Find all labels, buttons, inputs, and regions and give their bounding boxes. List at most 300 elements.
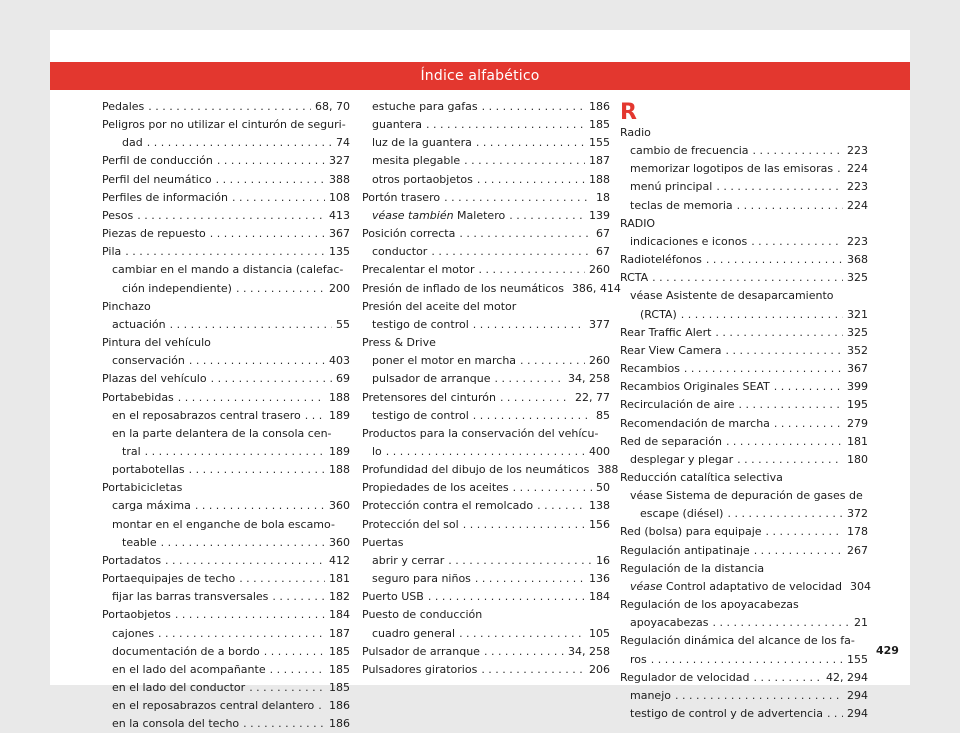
entry-term-text: testigo de control <box>372 408 469 422</box>
entry-page: 187 <box>329 626 350 640</box>
dot-leader <box>189 461 325 479</box>
index-entry <box>362 588 610 606</box>
entry-page: 21 <box>854 616 868 630</box>
entry-page: 223 <box>847 234 868 248</box>
index-entry <box>362 389 610 407</box>
entry-term <box>372 243 427 261</box>
dot-leader <box>386 443 585 461</box>
index-entry: cambiar en el mando a distancia (calefac- <box>112 263 344 277</box>
index-entry <box>620 324 868 342</box>
entry-term <box>102 570 235 588</box>
entry-term <box>102 370 207 388</box>
index-entry: Peligros por no utilizar el cinturón de seguri- <box>102 118 346 132</box>
entry-page: 360 <box>329 499 350 513</box>
entry-term <box>122 443 141 461</box>
dot-leader <box>837 160 843 178</box>
entry-term <box>372 116 422 134</box>
dot-leader <box>318 697 325 715</box>
entry-term-text: seguro para niños <box>372 572 471 586</box>
dot-leader <box>651 651 843 669</box>
dot-leader <box>431 243 592 261</box>
entry-term <box>102 606 171 624</box>
entry-term-text: memorizar logotipos de las emisoras <box>630 162 834 176</box>
entry-term-text: carga máxima <box>112 499 191 513</box>
index-entry: Radio <box>620 126 651 139</box>
entry-page: 304 <box>850 579 872 593</box>
entry-page: 224 <box>847 162 868 176</box>
entry-page: 200 <box>329 281 350 295</box>
entry-term <box>630 687 671 705</box>
entry-term-text: Pila <box>102 245 122 259</box>
index-entry <box>102 570 350 588</box>
index-entry <box>362 461 619 479</box>
entry-term-text: en el reposabrazos central delantero <box>112 699 315 713</box>
dot-leader <box>189 352 325 370</box>
index-column-3-entries <box>620 124 872 723</box>
dot-leader <box>211 370 332 388</box>
index-entry <box>372 352 610 370</box>
entry-term <box>372 207 505 225</box>
entry-page: 34, 258 <box>568 372 610 386</box>
dot-leader <box>158 625 325 643</box>
index-entry <box>372 98 610 116</box>
entry-page: 186 <box>329 699 350 713</box>
entry-term <box>122 534 157 552</box>
dot-leader <box>725 342 843 360</box>
entry-term <box>102 225 206 243</box>
entry-term-text: Portón trasero <box>362 190 441 204</box>
entry-term <box>630 451 733 469</box>
entry-page: 139 <box>589 208 610 222</box>
entry-term <box>102 243 121 261</box>
entry-page: 412 <box>329 553 350 567</box>
index-entry <box>112 643 350 661</box>
dot-leader <box>165 552 325 570</box>
entry-page: 187 <box>589 154 610 168</box>
dot-leader <box>216 171 325 189</box>
index-entry <box>102 370 350 388</box>
entry-page: 325 <box>847 271 868 285</box>
entry-term <box>112 679 245 697</box>
entry-term-text: mesita plegable <box>372 154 461 168</box>
entry-term-text: teable <box>122 535 157 549</box>
entry-term-text: testigo de control <box>372 317 469 331</box>
dot-leader <box>137 207 325 225</box>
entry-page: 372 <box>847 507 868 521</box>
dot-leader <box>754 669 822 687</box>
index-entry <box>372 625 610 643</box>
page-title: Índice alfabético <box>50 62 910 90</box>
entry-term <box>630 578 842 596</box>
entry-term-text: portabotellas <box>112 463 185 477</box>
entry-term <box>122 280 232 298</box>
entry-page: 22, 77 <box>575 390 610 404</box>
index-entry <box>620 396 868 414</box>
entry-term <box>620 360 680 378</box>
dot-leader <box>739 396 843 414</box>
index-entry <box>620 542 868 560</box>
entry-page: 85 <box>596 408 610 422</box>
dot-leader <box>473 316 585 334</box>
entry-term <box>372 352 516 370</box>
index-entry <box>122 443 350 461</box>
entry-term-text: poner el motor en marcha <box>372 354 517 368</box>
entry-term <box>122 134 143 152</box>
entry-term-text: escape (diésel) <box>640 507 724 521</box>
entry-page: 69 <box>336 372 350 386</box>
entry-term <box>102 189 228 207</box>
entry-page: 189 <box>329 408 350 422</box>
entry-term <box>112 316 166 334</box>
dot-leader <box>675 687 843 705</box>
index-entry <box>630 178 868 196</box>
entry-page: 50 <box>596 481 610 495</box>
entry-page: 136 <box>589 572 610 586</box>
dot-leader <box>195 497 325 515</box>
index-entry <box>362 225 610 243</box>
index-entry <box>112 316 350 334</box>
index-entry <box>362 479 610 497</box>
dot-leader <box>444 189 592 207</box>
entry-term <box>362 225 455 243</box>
entry-term <box>112 715 239 733</box>
entry-term <box>640 505 723 523</box>
index-entry: Reducción catalítica selectiva <box>620 470 783 484</box>
entry-term <box>372 316 469 334</box>
index-entry: en la parte delantera de la consola cen- <box>112 426 332 440</box>
entry-term-text: Portadatos <box>102 553 162 567</box>
entry-page: 294 <box>847 707 868 720</box>
entry-term-text: Perfil del neumático <box>102 172 212 186</box>
dot-leader <box>264 643 325 661</box>
entry-page: 181 <box>329 572 350 586</box>
dot-leader <box>500 389 571 407</box>
entry-term-text: Recirculación de aire <box>620 398 735 412</box>
index-column-3 <box>620 98 872 723</box>
entry-term <box>112 625 154 643</box>
index-entry <box>620 342 868 360</box>
entry-page: 42, 294 <box>826 670 868 684</box>
entry-term <box>620 415 770 433</box>
dot-leader <box>239 570 325 588</box>
entry-page: 386, 414 <box>571 281 621 295</box>
entry-page: 188 <box>329 463 350 477</box>
index-entry <box>372 552 610 570</box>
entry-page: 399 <box>847 380 868 394</box>
entry-term-text: testigo de control y de advertencia <box>630 707 823 720</box>
dot-leader <box>459 625 585 643</box>
entry-page: 185 <box>329 644 350 658</box>
dot-leader <box>243 715 325 733</box>
entry-term-text: Red (bolsa) para equipaje <box>620 525 762 539</box>
dot-leader <box>513 479 592 497</box>
entry-term <box>630 614 709 632</box>
entry-term-text: conductor <box>372 245 428 259</box>
entry-term-text: luz de la guantera <box>372 136 472 150</box>
index-entry <box>112 661 350 679</box>
index-entry <box>372 316 610 334</box>
entry-term-text: Regulación antipatinaje <box>620 543 750 557</box>
entry-term <box>362 280 564 298</box>
entry-term <box>620 378 770 396</box>
entry-term-text: Portaobjetos <box>102 608 171 622</box>
entry-page: 260 <box>589 354 610 368</box>
index-entry: Regulación de la distancia <box>620 561 765 575</box>
entry-page: 223 <box>847 144 868 158</box>
entry-page: 325 <box>847 325 868 339</box>
entry-term-text: Control adaptativo de velocidad <box>662 579 843 593</box>
entry-term-text: ros <box>630 652 647 666</box>
entry-term-text: otros portaobjetos <box>372 172 473 186</box>
entry-term-text: documentación de a bordo <box>112 644 260 658</box>
entry-term <box>112 661 266 679</box>
entry-see-also: véase <box>630 579 663 593</box>
entry-page: 360 <box>329 535 350 549</box>
dot-leader <box>145 443 325 461</box>
entry-term <box>112 407 301 425</box>
dot-leader <box>495 370 565 388</box>
index-entry <box>640 505 868 523</box>
entry-page: 155 <box>847 652 868 666</box>
entry-page: 327 <box>329 154 350 168</box>
entry-term <box>640 306 677 324</box>
dot-leader <box>463 516 585 534</box>
entry-term <box>620 542 750 560</box>
entry-page: 260 <box>589 263 610 277</box>
dot-leader <box>484 643 564 661</box>
entry-term <box>102 552 161 570</box>
index-entry <box>362 189 610 207</box>
dot-leader <box>464 152 585 170</box>
index-entry: montar en el enganche de bola escamo- <box>112 517 335 531</box>
dot-leader <box>716 178 843 196</box>
entry-term <box>112 588 268 606</box>
entry-term-text: pulsador de arranque <box>372 372 491 386</box>
dot-leader <box>217 152 325 170</box>
entry-page: 400 <box>589 444 610 458</box>
entry-term <box>372 171 473 189</box>
entry-page: 224 <box>847 198 868 212</box>
index-entry <box>362 516 610 534</box>
dot-leader <box>148 98 311 116</box>
entry-term-text: cambio de frecuencia <box>630 144 749 158</box>
entry-page: 188 <box>589 172 610 186</box>
entry-term-text: indicaciones e iconos <box>630 234 748 248</box>
entry-page: 185 <box>329 662 350 676</box>
dot-leader <box>509 207 585 225</box>
dot-leader <box>236 280 325 298</box>
entry-term-text: Rear Traffic Alert <box>620 325 712 339</box>
entry-term-text: Presión de inflado de los neumáticos <box>362 281 564 295</box>
entry-see-also: véase también <box>372 208 454 222</box>
entry-term-text: (RCTA) <box>640 307 677 321</box>
entry-term-text: Perfiles de información <box>102 190 228 204</box>
entry-term <box>112 352 185 370</box>
index-entry <box>122 134 350 152</box>
dot-leader <box>175 606 325 624</box>
entry-page: 294 <box>847 688 868 702</box>
index-entry <box>640 306 868 324</box>
entry-term <box>362 643 480 661</box>
entry-page: 367 <box>329 227 350 241</box>
dot-leader <box>727 505 843 523</box>
entry-term <box>620 342 721 360</box>
index-entry <box>372 171 610 189</box>
entry-term <box>362 479 509 497</box>
dot-leader <box>481 661 585 679</box>
index-entry: RADIO <box>620 216 656 230</box>
index-entry <box>362 261 610 279</box>
entry-term-text: desplegar y plegar <box>630 452 734 466</box>
entry-term <box>362 261 474 279</box>
dot-leader <box>476 134 585 152</box>
entry-term-text: fijar las barras transversales <box>112 590 269 604</box>
index-entry: Press & Drive <box>362 336 436 350</box>
index-entry <box>372 134 610 152</box>
entry-page: 195 <box>847 398 868 412</box>
entry-term <box>102 389 174 407</box>
entry-page: 16 <box>596 553 610 567</box>
dot-leader <box>459 225 592 243</box>
index-entry <box>112 679 350 697</box>
entry-term <box>630 233 747 251</box>
dot-leader <box>737 451 843 469</box>
dot-leader <box>170 316 332 334</box>
index-entry <box>112 407 350 425</box>
dot-leader <box>715 324 843 342</box>
entry-term-text: Pedales <box>102 100 145 113</box>
dot-leader <box>520 352 585 370</box>
index-entry <box>620 269 868 287</box>
entry-term <box>372 152 460 170</box>
index-entry <box>112 352 350 370</box>
index-entry: Pintura del vehículo <box>102 336 211 350</box>
section-letter: R <box>620 100 637 125</box>
entry-term <box>630 160 833 178</box>
entry-term <box>362 661 477 679</box>
entry-term-text: Protección contra el remolcado <box>362 499 534 513</box>
entry-term <box>372 98 478 116</box>
entry-page: 367 <box>847 362 868 376</box>
entry-term-text: abrir y cerrar <box>372 553 445 567</box>
entry-term <box>630 178 712 196</box>
index-entry: Productos para la conservación del vehícu- <box>362 426 599 440</box>
entry-page: 180 <box>847 452 868 466</box>
index-entry: Puesto de conducción <box>362 608 483 622</box>
entry-page: 67 <box>596 245 610 259</box>
entry-term <box>630 197 733 215</box>
index-entry: Regulación de los apoyacabezas <box>620 598 799 612</box>
entry-term-text: cuadro general <box>372 626 456 640</box>
index-entry <box>122 534 350 552</box>
entry-term-text: Profundidad del dibujo de los neumáticos <box>362 463 590 477</box>
dot-leader <box>726 433 843 451</box>
index-entry <box>620 360 868 378</box>
entry-term-text: Red de separación <box>620 434 722 448</box>
entry-page: 185 <box>589 118 610 132</box>
index-column-2 <box>362 98 621 679</box>
entry-term <box>630 142 749 160</box>
index-entry <box>630 687 868 705</box>
entry-page: 178 <box>847 525 868 539</box>
entry-page: 188 <box>329 390 350 404</box>
entry-page: 413 <box>329 208 350 222</box>
entry-term-text: en el lado del conductor <box>112 681 246 694</box>
entry-term <box>102 171 212 189</box>
index-entry <box>630 160 868 178</box>
index-entry <box>362 280 621 298</box>
index-entry <box>620 251 868 269</box>
entry-term-text: guantera <box>372 118 423 132</box>
index-entry <box>630 142 868 160</box>
entry-term <box>102 152 213 170</box>
entry-term-text: tral <box>122 444 141 458</box>
entry-term-text: Portaequipajes de techo <box>102 572 236 586</box>
index-entry: véase Sistema de depuración de gases de <box>630 489 863 503</box>
dot-leader <box>477 171 585 189</box>
entry-term-text: apoyacabezas <box>630 616 709 630</box>
index-entry <box>372 407 610 425</box>
index-entry <box>112 588 350 606</box>
index-entry <box>362 497 610 515</box>
entry-page: 189 <box>329 444 350 458</box>
page-number: 429 <box>876 644 899 657</box>
entry-term-text: RCTA <box>620 271 649 285</box>
entry-page: 138 <box>589 499 610 513</box>
entry-page: 182 <box>329 590 350 604</box>
index-entry <box>102 171 350 189</box>
entry-page: 105 <box>589 626 610 640</box>
entry-term-text: Piezas de repuesto <box>102 227 206 241</box>
index-entry <box>102 389 350 407</box>
index-entry <box>102 552 350 570</box>
index-entry <box>102 243 350 261</box>
entry-term <box>372 570 471 588</box>
entry-page: 186 <box>329 717 350 731</box>
dot-leader <box>774 378 843 396</box>
index-entry <box>112 715 350 733</box>
index-entry <box>102 207 350 225</box>
dot-leader <box>249 679 325 697</box>
index-column-1 <box>102 98 350 733</box>
entry-page: 68, 70 <box>315 100 350 113</box>
dot-leader <box>754 542 843 560</box>
entry-page: 34, 258 <box>568 644 610 658</box>
entry-term-text: Posición correcta <box>362 227 456 241</box>
entry-page: 403 <box>329 354 350 368</box>
entry-term <box>620 269 648 287</box>
entry-term-text: Pesos <box>102 208 134 222</box>
dot-leader <box>448 552 592 570</box>
index-entry <box>372 116 610 134</box>
dot-leader <box>147 134 332 152</box>
index-entry <box>112 625 350 643</box>
entry-page: 55 <box>336 317 350 331</box>
index-entry <box>630 578 872 596</box>
index-entry <box>620 523 868 541</box>
dot-leader <box>766 523 843 541</box>
entry-term <box>102 207 133 225</box>
entry-page: 206 <box>589 662 610 676</box>
entry-term <box>620 433 722 451</box>
entry-page: 181 <box>847 434 868 448</box>
entry-term-text: ción independiente) <box>122 281 232 295</box>
dot-leader <box>751 233 843 251</box>
index-entry <box>372 443 610 461</box>
entry-term <box>362 189 440 207</box>
entry-term-text: cajones <box>112 626 155 640</box>
entry-term <box>372 625 455 643</box>
